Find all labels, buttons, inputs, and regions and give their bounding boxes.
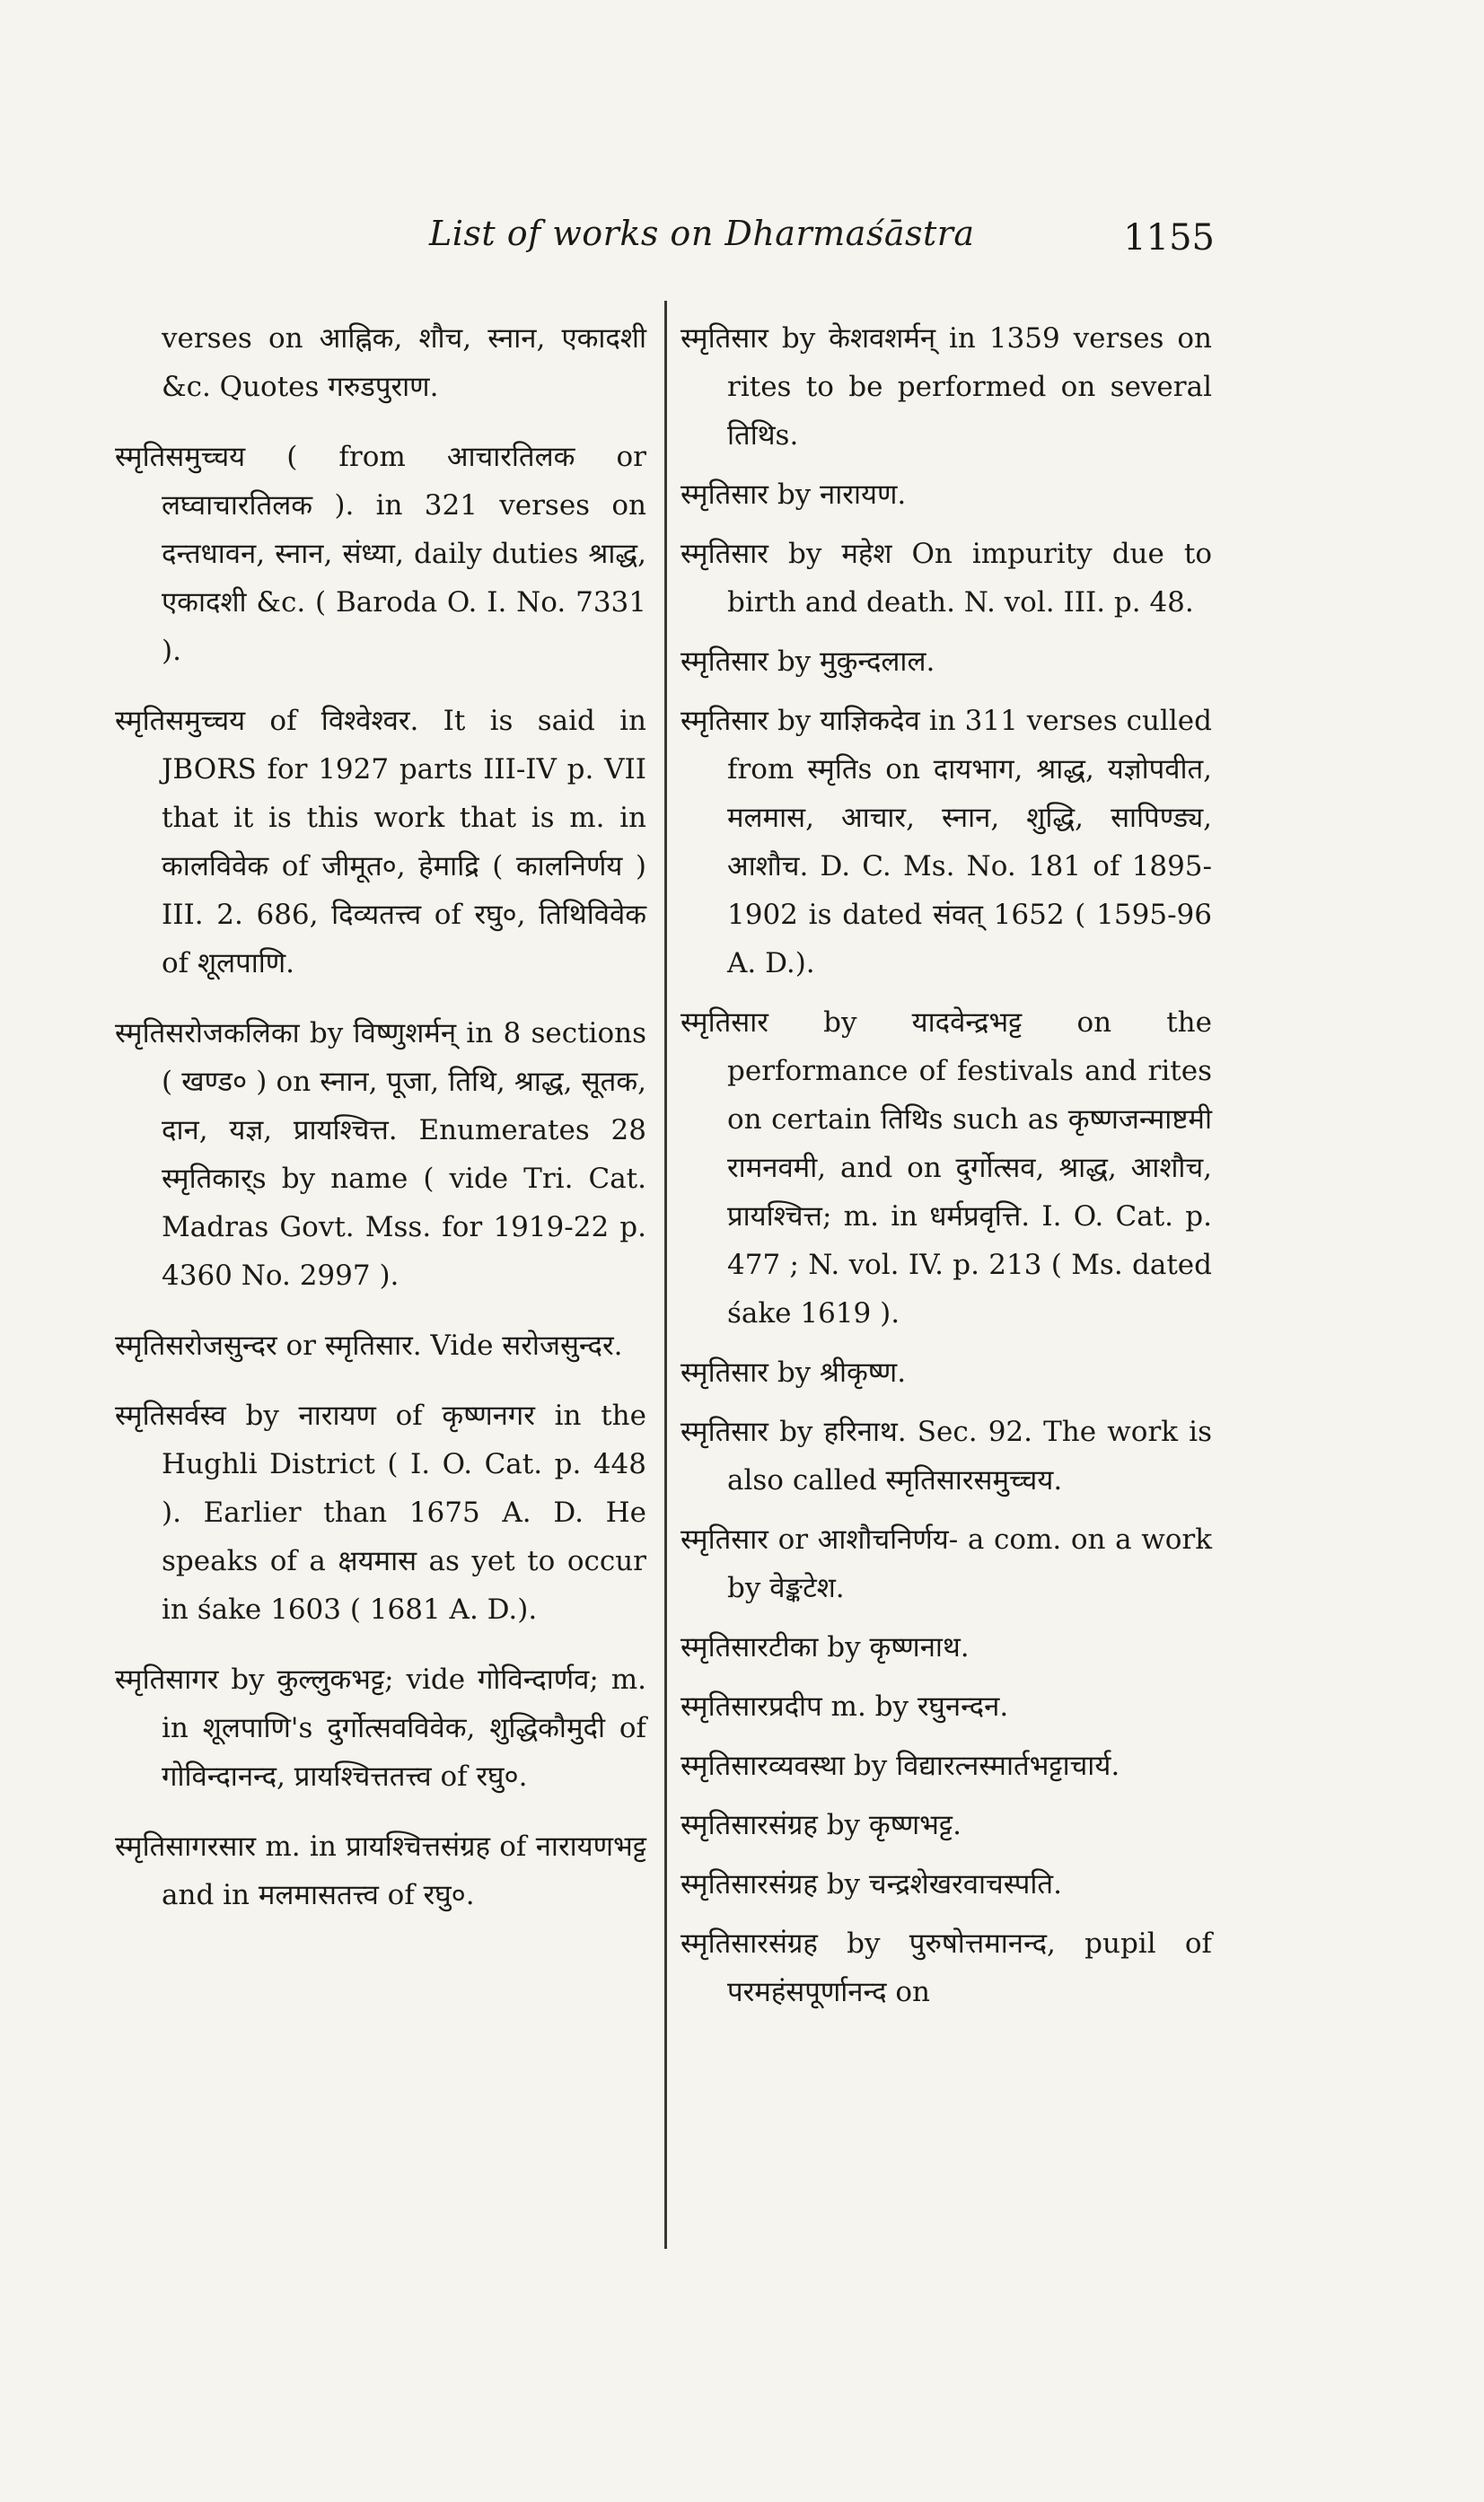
entry: स्मृतिसार by श्रीकृष्ण. <box>681 1356 907 1389</box>
entry: स्मृतिसरोजकलिका by विष्णुशर्मन् in 8 sections ( खण्ड० ) on स्नान, पूजा, तिथि, श्राद्ध, सूतक, दान, यज्ञ, प्रायश्चित्त. Enumerates 28 स्मृतिकार्s by name ( vide Tri. Cat. Madras Govt. Mss. for 1919-22 p. 4360 No. 2997 ). <box>115 1017 646 1292</box>
entry: स्मृतिसार by यादवेन्द्रभट्ट on the performance of festivals and rites on certain तिथिs such as कृष्णजन्माष्टमी रामनवमी, and on दुर्गोत्सव, श्राद्ध, आशौच, प्रायश्चित्त; m. in धर्मप्रवृत्ति. I. O. Cat. p. 477 ; N. vol. IV. p. 213 ( Ms. dated śake 1619 ). <box>681 1006 1212 1330</box>
entry: स्मृतिसार by महेश On impurity due to birth and death. N. vol. III. p. 48. <box>681 538 1212 619</box>
entry: स्मृतिसमुच्चय ( from आचारतिलक or लघ्वाचारतिलक ). in 321 verses on दन्तधावन, स्नान, संध्या, daily duties श्राद्ध, एकादशी &c. ( Baroda O. I. No. 7331 ). <box>115 441 646 667</box>
entry: verses on आह्निक, शौच, स्नान, एकादशी &c. Quotes गरुडपुराण. <box>162 322 646 403</box>
entry: स्मृतिसागर by कुल्लुकभट्ट; vide गोविन्दार्णव; m. in शूलपाणि's दुर्गोत्सवविवेक, शुद्धिकौमुदी of गोविन्दानन्द, प्रायश्चित्ततत्त्व of रघु०. <box>115 1664 646 1793</box>
column-divider <box>664 301 667 2249</box>
entry: स्मृतिसार by मुकुन्दलाल. <box>681 645 935 678</box>
left-column <box>115 314 646 1941</box>
entry: स्मृतिसारव्यवस्था by विद्यारत्नस्मार्तभट्टाचार्य. <box>681 1750 1120 1782</box>
entry: स्मृतिसारसंग्रह by पुरुषोत्तमानन्द, pupil of परमहंसपूर्णानन्द on <box>681 1927 1212 2008</box>
running-head: List of works on Dharmaśāstra <box>429 214 975 253</box>
entry: स्मृतिसार by हरिनाथ. Sec. 92. The work is also called स्मृतिसारसमुच्चय. <box>681 1416 1212 1497</box>
entry: स्मृतिसारटीका by कृष्णनाथ. <box>681 1631 970 1664</box>
entry: स्मृतिसर्वस्व by नारायण of कृष्णनगर in the Hughli District ( I. O. Cat. p. 448 ). Earlier than 1675 A. D. He speaks of a क्षयमास as yet to occur in śake 1603 ( 1681 A. D.). <box>115 1400 646 1626</box>
entry: स्मृतिसार by केशवशर्मन् in 1359 verses on rites to be performed on several तिथिs. <box>681 322 1212 452</box>
page-number: 1155 <box>1123 217 1215 259</box>
entry: स्मृतिसागरसार m. in प्रायश्चित्तसंग्रह of नारायणभट्ट and in मलमासतत्त्व of रघु०. <box>115 1830 646 1911</box>
entry: स्मृतिसरोजसुन्दर or स्मृतिसार. Vide सरोजसुन्दर. <box>115 1330 623 1362</box>
entry: स्मृतिसार by नारायण. <box>681 478 907 511</box>
entry: स्मृतिसारसंग्रह by कृष्णभट्ट. <box>681 1809 962 1841</box>
entry: स्मृतिसार by याज्ञिकदेव in 311 verses culled from स्मृतिs on दायभाग, श्राद्ध, यज्ञोपवीत, मलमास, आचार, स्नान, शुद्धि, सापिण्ड्य, आशौच. D. C. Ms. No. 181 of 1895-1902 is dated संवत् 1652 ( 1595-96 A. D.). <box>681 705 1212 979</box>
right-column <box>681 314 1212 2027</box>
entry: स्मृतिसारसंग्रह by चन्द्रशेखरवाचस्पति. <box>681 1868 1062 1901</box>
entry: स्मृतिसार or आशौचनिर्णय- a com. on a work by वेङ्कटेश. <box>681 1523 1212 1604</box>
entry: स्मृतिसारप्रदीप m. by रघुनन्दन. <box>681 1690 1009 1723</box>
entry: स्मृतिसमुच्चय of विश्वेश्वर. It is said in JBORS for 1927 parts III-IV p. VII that it is this work that is m. in कालविवेक of जीमूत०, हेमाद्रि ( कालनिर्णय ) III. 2. 686, दिव्यतत्त्व of रघु०, तिथिविवेक of शूलपाणि. <box>115 705 646 979</box>
